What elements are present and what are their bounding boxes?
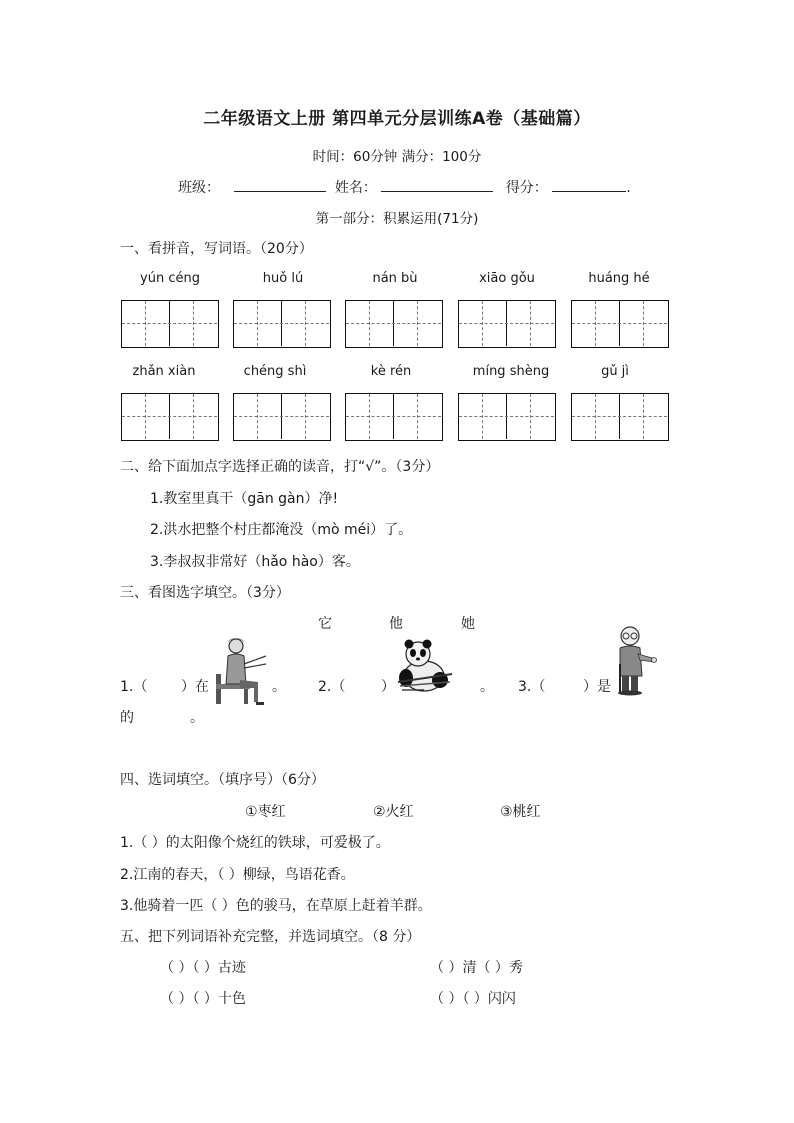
q5-item: （ ）（ ）十色 — [160, 991, 246, 1007]
q5-heading: 五、把下列词语补充完整，并选词填空。（8 分） — [120, 929, 421, 945]
pinyin: kè rén — [370, 364, 412, 379]
q3-option: 他 — [389, 616, 403, 632]
class-field[interactable] — [234, 177, 326, 192]
q3-item3-end: 。 — [190, 710, 204, 726]
q4-item: 3.他骑着一匹（ ）色的骏马，在草原上赶着羊群。 — [120, 898, 432, 914]
old-man-icon — [614, 624, 660, 696]
tianzige-box[interactable] — [458, 300, 556, 348]
tianzige-box[interactable] — [121, 300, 219, 348]
tianzige-box[interactable] — [458, 393, 556, 441]
name-field[interactable] — [381, 177, 493, 192]
tianzige-box[interactable] — [121, 393, 219, 441]
pinyin: huáng hé — [588, 271, 650, 286]
q3-item2-end: 。 — [480, 679, 494, 695]
q1-heading: 一、看拼音，写词语。（20分） — [120, 241, 313, 257]
pinyin: chéng shì — [243, 364, 307, 379]
knitting-woman-icon — [214, 634, 270, 706]
q3-item1-end: 。 — [272, 679, 286, 695]
panda-icon — [396, 638, 454, 694]
q5-item: （ ）清（ ）秀 — [430, 960, 523, 976]
tianzige-box[interactable] — [571, 393, 669, 441]
name-label: 姓名： — [334, 180, 377, 196]
q2-heading: 二、给下面加点字选择正确的读音，打“√”。（3分） — [120, 459, 440, 475]
page-title: 二年级语文上册 第四单元分层训练A卷（基础篇） — [203, 109, 591, 129]
q3-option: 她 — [461, 616, 475, 632]
pinyin: zhǎn xiàn — [132, 364, 196, 379]
pinyin: míng shèng — [472, 364, 550, 379]
q3-item3-tail: 的 — [120, 710, 134, 726]
tianzige-box[interactable] — [345, 393, 443, 441]
class-label: 班级： — [178, 180, 220, 196]
q2-item: 1.教室里真干（gān gàn）净! — [150, 491, 339, 507]
tianzige-box[interactable] — [571, 300, 669, 348]
q3-item1-open: 1.（ — [120, 679, 148, 695]
info-line — [178, 177, 631, 197]
time-score: 时间：60分钟 满分：100分 — [312, 149, 482, 165]
q5-item: （ ）（ ）古迹 — [160, 960, 246, 976]
q2-item: 3.李叔叔非常好（hǎo hào）客。 — [150, 554, 360, 570]
q3-item3-open: 3.（ — [518, 679, 546, 695]
pinyin: xiāo gǒu — [479, 271, 535, 286]
q5-item: （ ）（ ）闪闪 — [430, 991, 516, 1007]
q3-item1-close: ）在 — [181, 679, 209, 695]
score-field[interactable] — [552, 177, 626, 192]
q3-item2-open: 2.（ — [318, 679, 346, 695]
pinyin: gǔ jì — [601, 364, 629, 379]
q4-heading: 四、选词填空。（填序号）（6分） — [120, 772, 325, 788]
q4-option: ③桃红 — [500, 804, 541, 820]
pinyin: yún céng — [140, 271, 200, 286]
tianzige-box[interactable] — [345, 300, 443, 348]
score-label: 得分： — [505, 180, 548, 196]
q3-option: 它 — [318, 616, 332, 632]
q4-option: ①枣红 — [245, 804, 286, 820]
q3-heading: 三、看图选字填空。（3分） — [120, 585, 290, 601]
part1-heading: 第一部分：积累运用(71分) — [315, 211, 479, 227]
q4-item: 1.（ ）的太阳像个烧红的铁球，可爱极了。 — [120, 835, 390, 851]
q2-item: 2.洪水把整个村庄都淹没（mò méi）了。 — [150, 522, 413, 538]
q3-item2-close: ） — [381, 679, 395, 695]
pinyin: nán bù — [372, 271, 418, 286]
tianzige-box[interactable] — [233, 393, 331, 441]
tianzige-box[interactable] — [233, 300, 331, 348]
q4-option: ②火红 — [373, 804, 414, 820]
pinyin: huǒ lú — [262, 271, 304, 286]
q4-item: 2.江南的春天，（ ）柳绿，鸟语花香。 — [120, 867, 355, 883]
end-dot: . — [626, 180, 631, 196]
q3-item3-close: ）是 — [583, 679, 611, 695]
